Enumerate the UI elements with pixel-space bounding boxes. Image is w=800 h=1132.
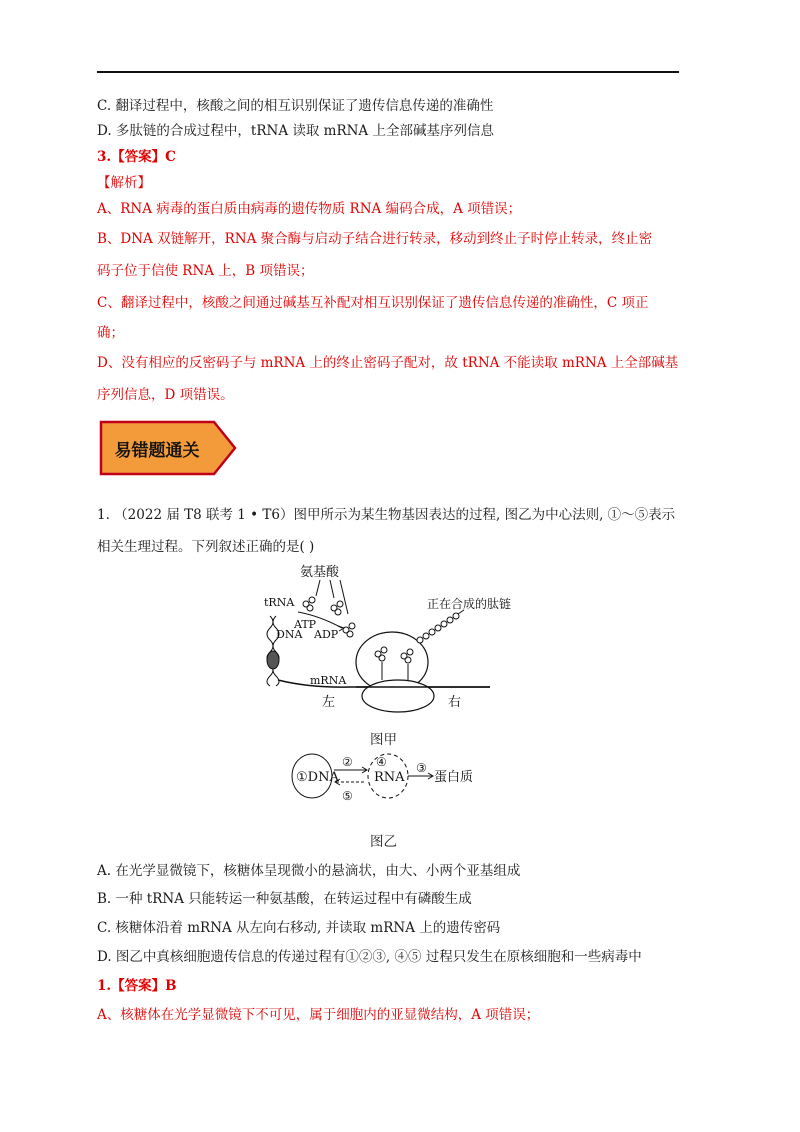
answer-label: 3.【答案】C — [97, 149, 176, 165]
question-stem-line2: 相关生理过程。下列叙述正确的是( ) — [97, 539, 315, 555]
node-rna: RNA — [374, 770, 405, 785]
answer1-label: 1.【答案】B — [97, 978, 177, 994]
answer1-line-a: A、核糖体在光学显微镜下不可见，属于细胞内的亚显微结构，A 项错误； — [97, 1007, 540, 1023]
analysis-line-d2: 序列信息，D 项错误。 — [97, 387, 234, 403]
label-right: 右 — [448, 695, 462, 710]
label-atp: ATP — [294, 618, 317, 631]
question-stem-line1: 1. （2022 届 T8 联考 1 • T6）图甲所示为某生物基因表达的过程, 图乙为中心法则, ①～⑤表示 — [97, 507, 676, 523]
label-amino-acid: 氨基酸 — [300, 565, 340, 580]
process-2: ② — [342, 755, 353, 769]
figure-a-gene-expression — [250, 556, 512, 716]
analysis-line-c1: C、翻译过程中，核酸之间通过碱基互补配对相互识别保证了遗传信息传递的准确性，C 项正 — [97, 295, 649, 311]
process-4: ④ — [376, 755, 387, 769]
analysis-line-d1: D、没有相应的反密码子与 mRNA 上的终止密码子配对，故 tRNA 不能读取 mRNA 上全部碱基 — [97, 355, 679, 371]
node-protein: 蛋白质 — [434, 770, 474, 785]
option-a: A. 在光学显微镜下，核糖体呈现微小的悬滴状，由大、小两个亚基组成 — [97, 863, 521, 879]
section-badge — [98, 419, 238, 477]
badge-label: 易错题通关 — [114, 440, 200, 461]
option-b: B. 一种 tRNA 只能转运一种氨基酸，在转运过程中有磷酸生成 — [97, 891, 472, 907]
analysis-line-b1: B、DNA 双链解开，RNA 聚合酶与启动子结合进行转录，移动到终止子时停止转录，终止密 — [97, 231, 653, 247]
option-d-q1: D. 图乙中真核细胞遗传信息的传递过程有①②③, ④⑤ 过程只发生在原核细胞和一些病毒中 — [97, 949, 642, 965]
analysis-line-a: A、RNA 病毒的蛋白质由病毒的遗传物质 RNA 编码合成，A 项错误； — [97, 201, 522, 217]
analysis-line-b2: 码子位于信使 RNA 上，B 项错误； — [97, 263, 314, 279]
label-dna: DNA — [276, 628, 303, 641]
label-adp: ADP — [314, 628, 339, 641]
process-5: ⑤ — [342, 789, 353, 803]
figure-b-caption: 图乙 — [370, 834, 397, 850]
option-c: C. 翻译过程中，核酸之间的相互识别保证了遗传信息传递的准确性 — [97, 98, 494, 114]
label-left: 左 — [322, 695, 336, 710]
label-peptide: 正在合成的肽链 — [427, 597, 512, 611]
node-dna: ①DNA — [296, 770, 339, 785]
option-c-q1: C. 核糖体沿着 mRNA 从左向右移动, 并读取 mRNA 上的遗传密码 — [97, 920, 501, 936]
process-3: ③ — [416, 761, 427, 775]
figure-a-caption: 图甲 — [370, 732, 397, 748]
header-rule — [97, 71, 679, 73]
label-mrna: mRNA — [310, 674, 347, 687]
option-d: D. 多肽链的合成过程中，tRNA 读取 mRNA 上全部碱基序列信息 — [97, 123, 494, 139]
figure-b-central-dogma — [290, 752, 520, 804]
analysis-title: 【解析】 — [97, 175, 151, 191]
analysis-line-c2: 确； — [97, 325, 124, 341]
label-trna: tRNA — [264, 596, 295, 609]
